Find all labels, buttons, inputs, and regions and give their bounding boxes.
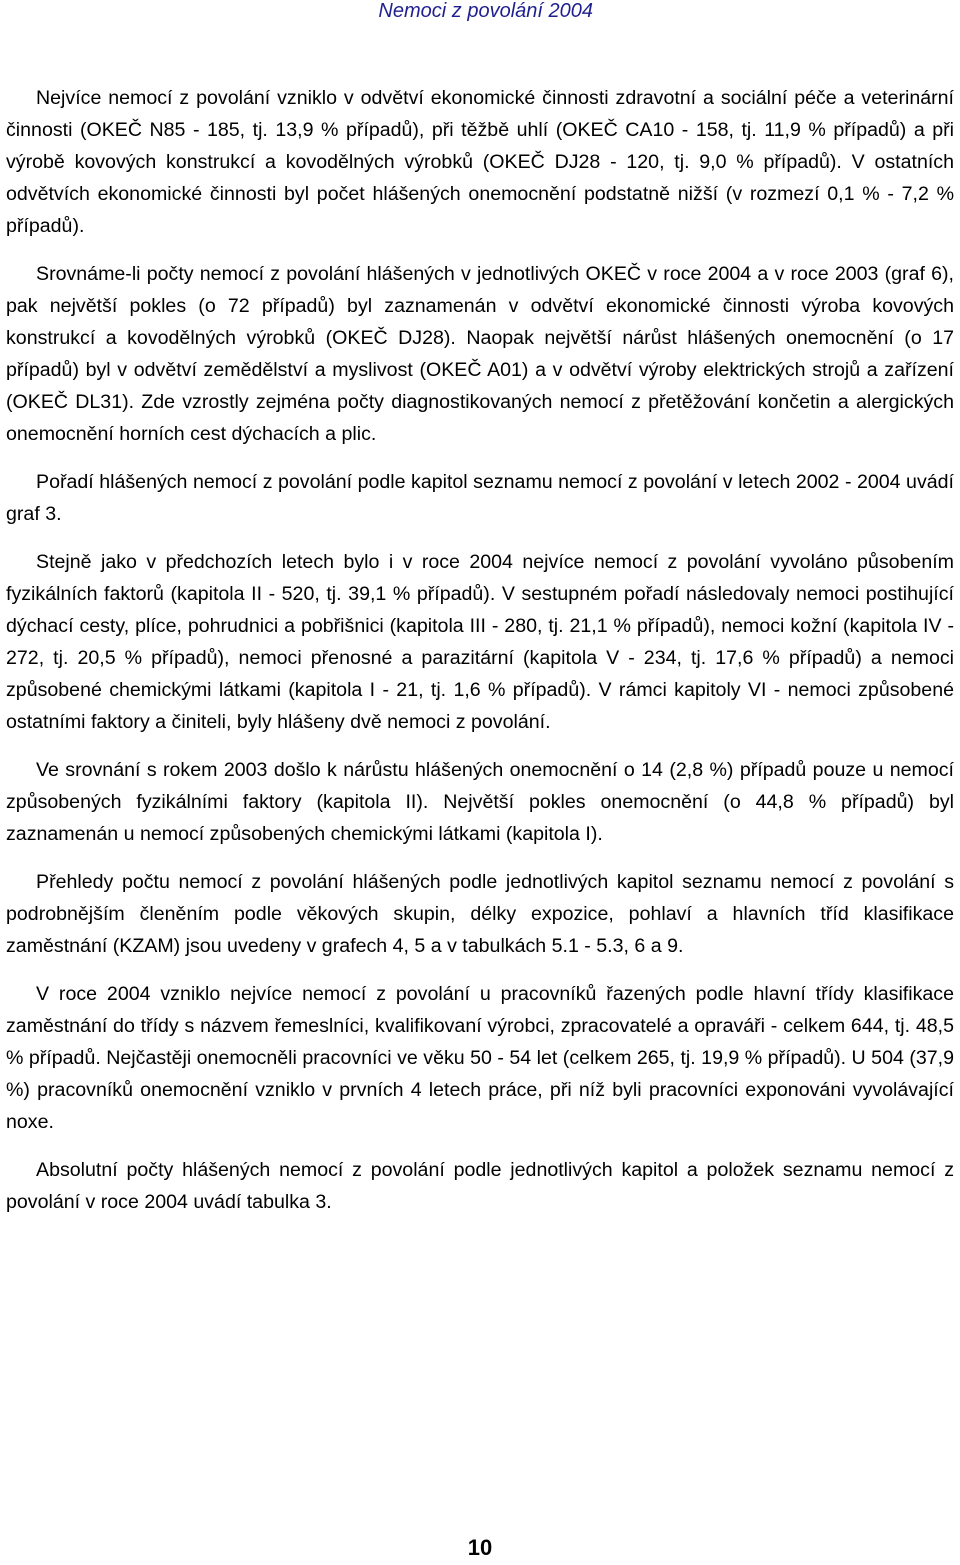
paragraph-chapter-order: Pořadí hlášených nemocí z povolání podle kapitol seznamu nemocí z povolání v letech 2002 - 2004 uvádí graf 3. [6, 471, 954, 525]
paragraph-overviews: Přehledy počtu nemocí z povolání hlášených podle jednotlivých kapitol seznamu nemocí z povolání s podrobnějším členěním podle věkových skupin, délky expozice, pohlaví a hlavních tříd klasifikace zaměstnání (KZAM) jsou uvedeny v grafech 4, 5 a v tabulkách 5.1 - 5.3, 6 a 9. [6, 871, 954, 957]
paragraph-comparison-2003: Ve srovnání s rokem 2003 došlo k nárůstu hlášených onemocnění o 14 (2,8 %) případů pouze u nemocí způsobených fyzikálními faktory (kapitola II). Největší pokles onemocnění (o 44,8 % případů) byl zaznamenán u nemocí způsobených chemickými látkami (kapitola I). [6, 759, 954, 845]
paragraph-chapters-2004: Stejně jako v předchozích letech bylo i v roce 2004 nejvíce nemocí z povolání vyvoláno působením fyzikálních faktorů (kapitola II - 520, tj. 39,1 % případů). V sestupném pořadí následovaly nemoci postihující dýchací cesty, plíce, pohrudnici a pobřišnici (kapitola III - 280, tj. 21,1 % případů), nemoci kožní (kapitola IV - 272, tj. 20,5 % případů), nemoci přenosné a parazitární (kapitola V - 234, tj. 17,6 % případů) a nemoci způsobené chemickými látkami (kapitola I - 21, tj. 1,6 % případů). V rámci kapitoly VI - nemoci způsobené ostatními faktory a činiteli, byly hlášeny dvě nemoci z povolání. [6, 551, 954, 733]
running-header: Nemoci z povolání 2004 [378, 0, 593, 22]
paragraph-okec-comparison: Srovnáme-li počty nemocí z povolání hlášených v jednotlivých OKEČ v roce 2004 a v roce 2003 (graf 6), pak největší pokles (o 72 případů) byl zaznamenán v odvětví ekonomické činnosti výroba kovových konstrukcí a kovodělných výrobků (OKEČ DJ28). Naopak největší nárůst hlášených onemocnění (o 17 případů) byl v odvětví zemědělství a myslivost (OKEČ A01) a v odvětví výroby elektrických strojů a zařízení (OKEČ DL31). Zde vzrostly zejména počty diagnostikovaných nemocí z přetěžování končetin a alergických onemocnění horních cest dýchacích a plic. [6, 263, 954, 445]
paragraph-kzam: V roce 2004 vzniklo nejvíce nemocí z povolání u pracovníků řazených podle hlavní třídy klasifikace zaměstnání do třídy s názvem řemeslníci, kvalifikovaní výrobci, zpracovatelé a opraváři - celkem 644, tj. 48,5 % případů. Nejčastěji onemocněli pracovníci ve věku 50 - 54 let (celkem 265, tj. 19,9 % případů). U 504 (37,9 %) pracovníků onemocnění vzniklo v prvních 4 letech práce, při níž byli pracovníci exponováni vyvolávající noxe. [6, 983, 954, 1133]
body-text [6, 82, 954, 1234]
page-number: 10 [467, 1535, 493, 1560]
paragraph-absolute-counts: Absolutní počty hlášených nemocí z povolání podle jednotlivých kapitol a položek seznamu nemocí z povolání v roce 2004 uvádí tabulka 3. [6, 1159, 954, 1213]
paragraph-okec-sectors: Nejvíce nemocí z povolání vzniklo v odvětví ekonomické činnosti zdravotní a sociální péče a veterinární činnosti (OKEČ N85 - 185, tj. 13,9 % případů), při těžbě uhlí (OKEČ CA10 - 158, tj. 11,9 % případů) a při výrobě kovových konstrukcí a kovodělných výrobků (OKEČ DJ28 - 120, tj. 9,0 % případů). V ostatních odvětvích ekonomické činnosti byl počet hlášených onemocnění podstatně nižší (v rozmezí 0,1 % - 7,2 % případů). [6, 87, 954, 237]
